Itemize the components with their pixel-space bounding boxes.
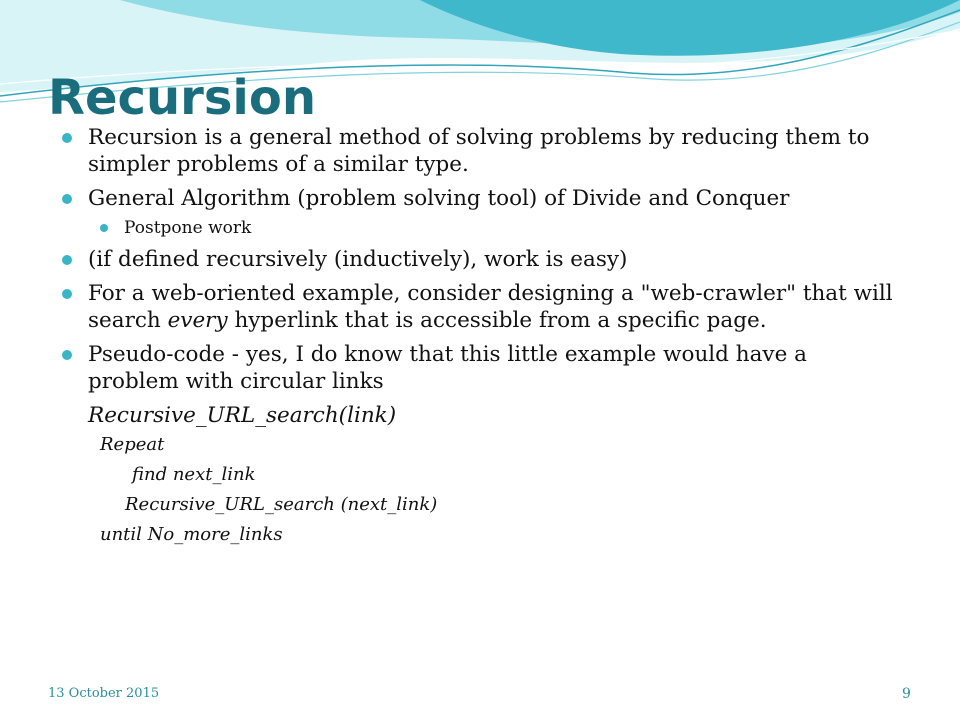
slide-title: Recursion [48,70,316,126]
bullet-text: Recursion is a general method of solving problems by reducing them to simpler problems of a similar type. [88,125,870,177]
code-find-next: find next_link [132,464,256,485]
sub-bullet-text: Postpone work [124,218,252,238]
code-signature: Recursive_URL_search(link) [88,403,397,428]
code-repeat: Repeat [100,434,165,455]
bullet-2 [62,185,902,212]
page-number: 9 [902,686,911,702]
bullet-dot-icon [62,289,72,299]
sub-bullet [62,217,902,239]
footer-date: 13 October 2015 [48,686,160,701]
bullet-text-after: hyperlink that is accessible from a specific page. [227,308,767,333]
bullet-text-before: For a web-oriented example, consider designing a "web-crawler" that will search [88,281,893,333]
slide-content [62,124,902,550]
bullet-5 [62,341,902,395]
bullet-text: (if defined recursively (inductively), work is easy) [88,247,628,272]
bullet-dot-icon [62,350,72,360]
bullet-text: Pseudo-code - yes, I do know that this little example would have a problem with circular links [88,342,807,394]
bullet-dot-icon [62,194,72,204]
code-recursive-call: Recursive_URL_search (next_link) [125,494,438,515]
code-until: until No_more_links [100,524,283,545]
bullet-1 [62,124,902,178]
bullet-4 [62,280,902,334]
bullet-dot-icon [62,255,72,265]
bullet-dot-icon [62,133,72,143]
bullet-dot-icon [100,224,108,232]
bullet-3 [62,246,902,273]
bullet-text: General Algorithm (problem solving tool) of Divide and Conquer [88,186,790,211]
bullet-text-emphasis: every [167,308,228,333]
